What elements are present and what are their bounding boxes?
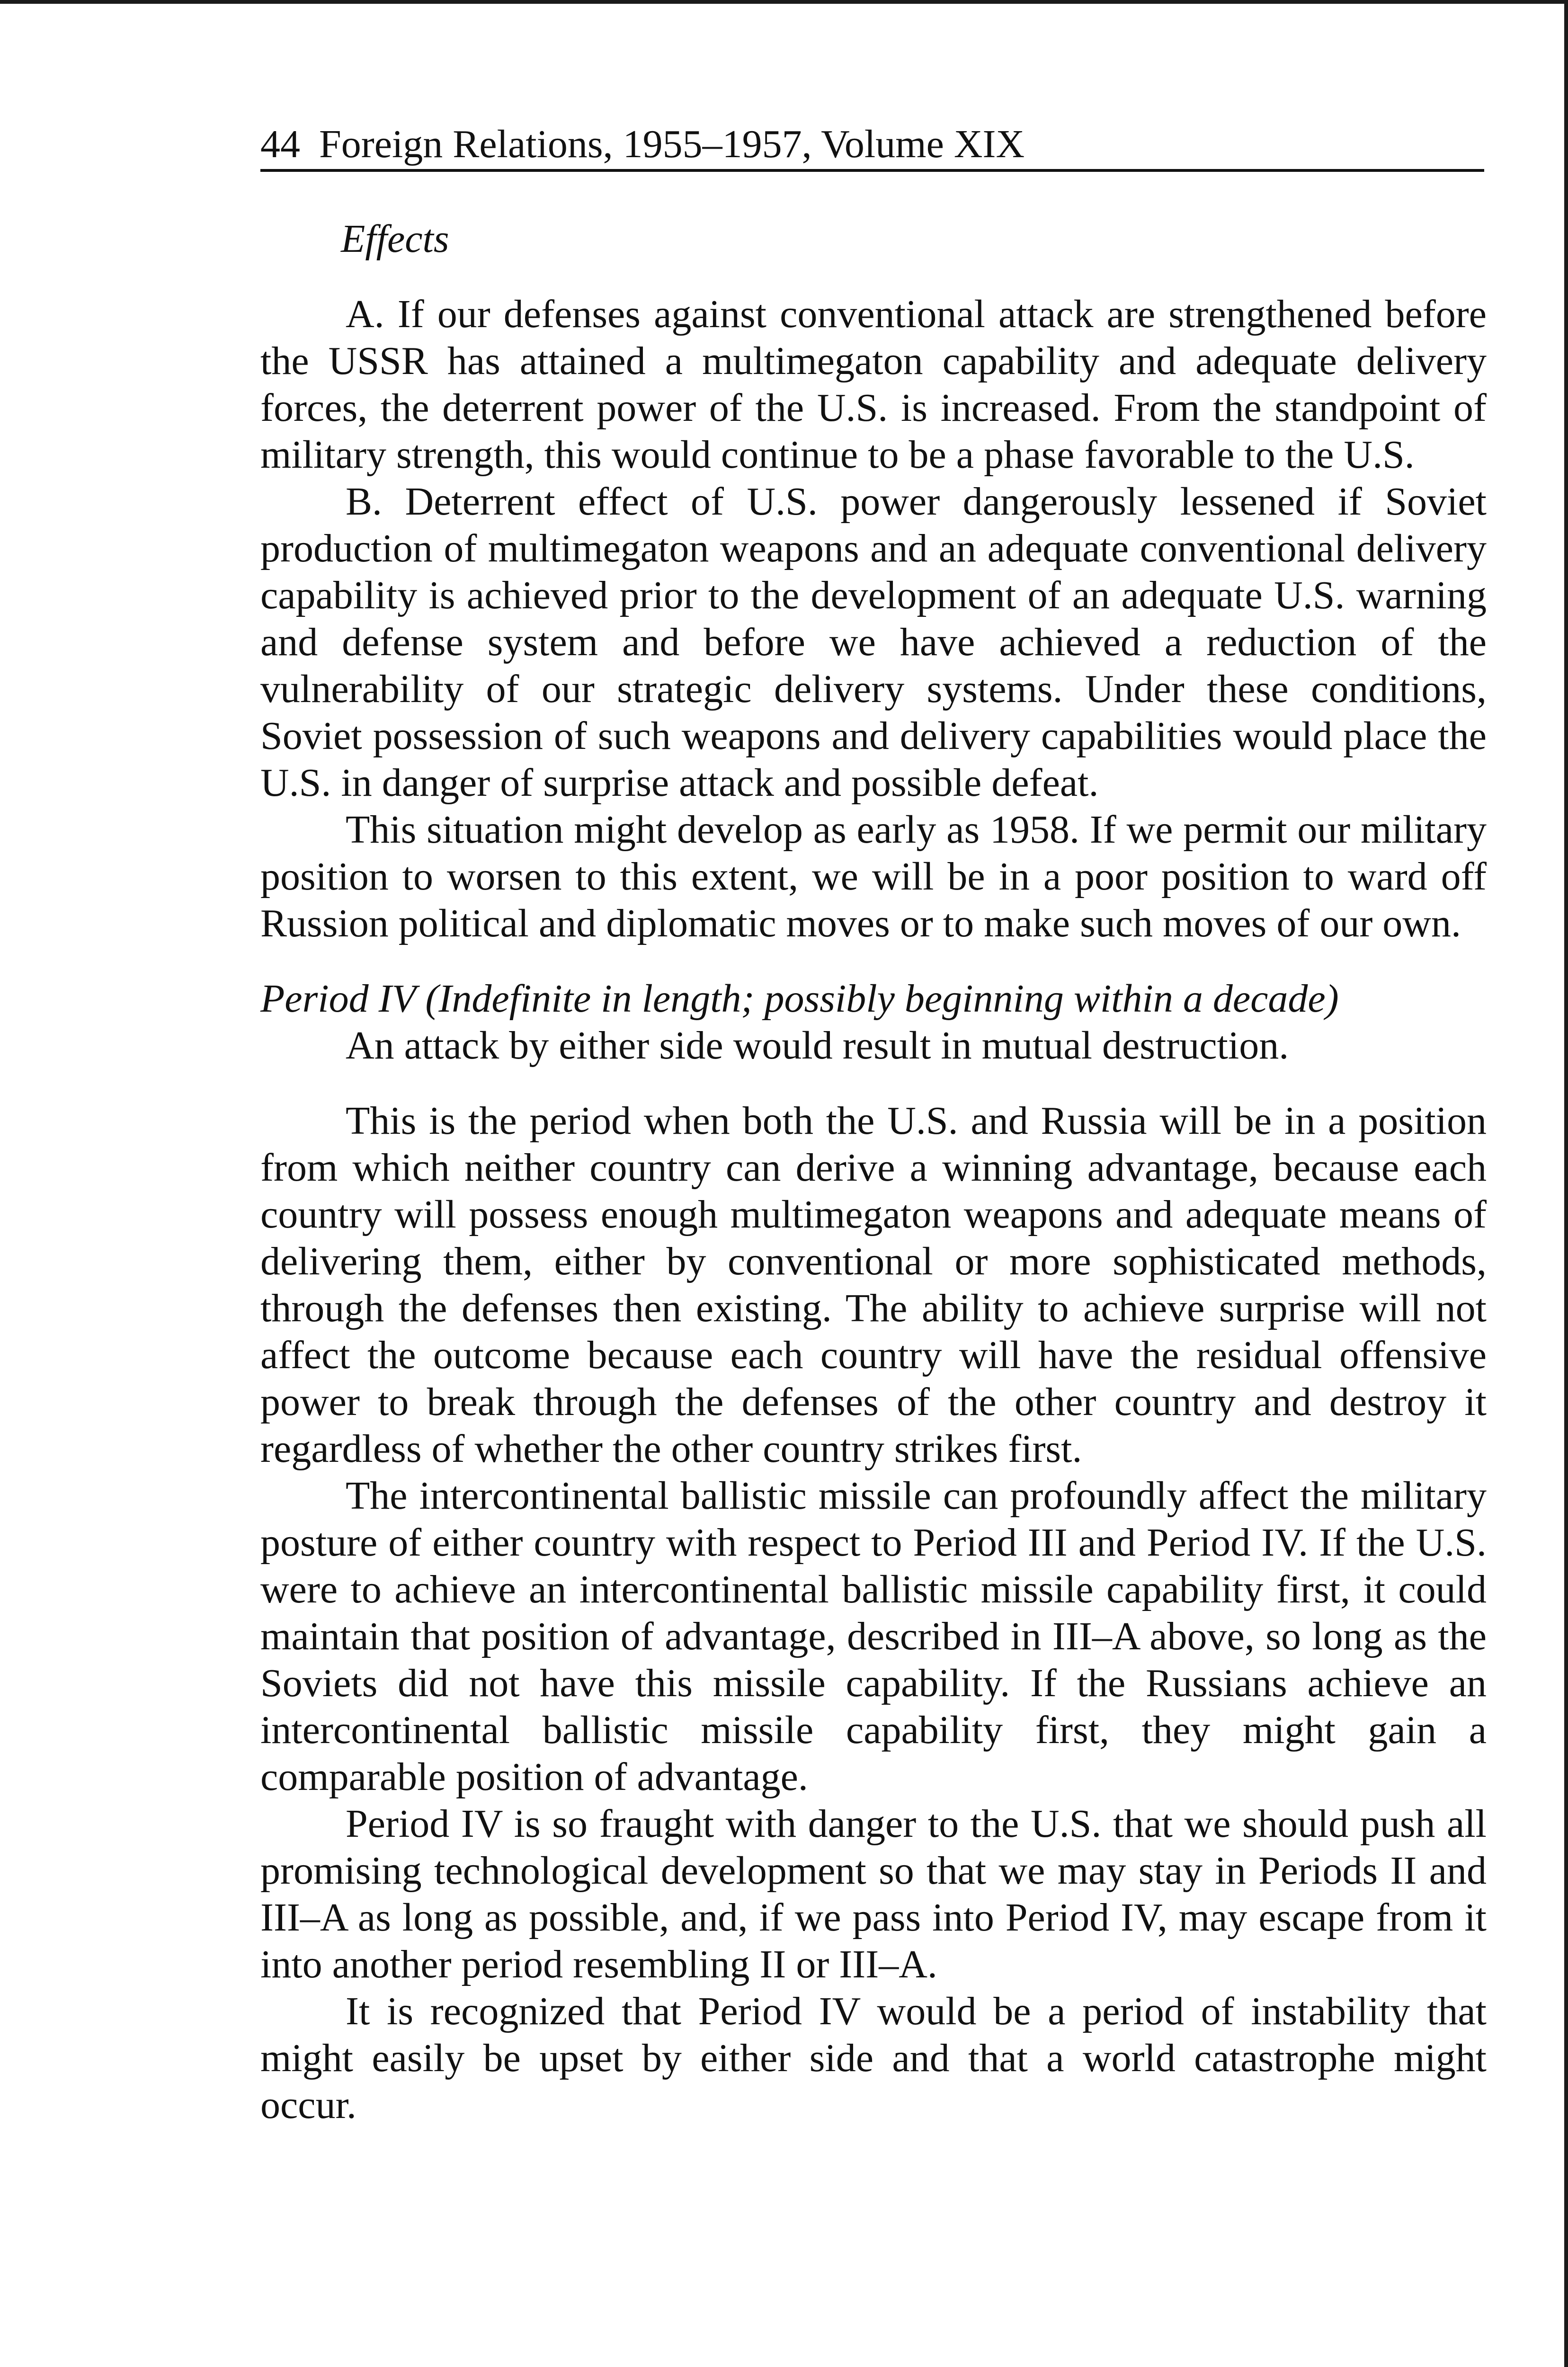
effects-heading: Effects <box>341 217 449 261</box>
period-iv-paragraph-2: The intercontinental ballistic missile can profoundly affect the military posture of either country with respect to Period III and Period IV. If the U.S. were to achieve an intercontinental ballistic missile capability first, it could maintain that position of advantage, described in III–A above, so long as the Soviets did not have this missile capability. If the Russians achieve an intercontinental ballistic missile capability first, they might gain a comparable position of advantage. <box>260 1474 1487 1799</box>
effects-paragraph-b: B. Deterrent effect of U.S. power dangerously lessened if Soviet production of multimegaton weapons and an adequate conventional delivery capability is achieved prior to the development of an adequate U.S. warning and defense system and before we have achieved a reduction of the vulnerability of our strategic delivery systems. Under these conditions, Soviet possession of such weapons and delivery capabilities would place the U.S. in danger of surprise attack and possible defeat. <box>260 480 1487 805</box>
period-iv-summary: An attack by either side would result in mutual destruction. <box>346 1023 1289 1068</box>
period-iv-paragraph-4: It is recognized that Period IV would be a period of instability that might easily be upset by either side and that a world catastrophe might occur. <box>260 1989 1487 2127</box>
scan-border-top <box>0 0 1568 4</box>
page-number: 44 <box>260 122 300 166</box>
scan-border-right <box>1564 0 1568 2367</box>
period-iv-paragraph-3: Period IV is so fraught with danger to the U.S. that we should push all promising technological development so that we may stay in Periods II and III–A as long as possible, and, if we pass into Period IV, may escape from it into another period resembling II or III–A. <box>260 1802 1487 1986</box>
period-iv-paragraph-1: This is the period when both the U.S. and Russia will be in a position from which neither country can derive a winning advantage, because each country will possess enough multimegaton weapons and adequate means of delivering them, either by conventional or more sophisticated methods, through the defenses then existing. The ability to achieve surprise will not affect the outcome because each country will have the residual offensive power to break through the defenses of the other country and destroy it regardless of whether the other country strikes first. <box>260 1099 1487 1471</box>
page-body <box>260 215 1487 2128</box>
header-rule <box>260 169 1484 172</box>
situation-1958-paragraph: This situation might develop as early as 1958. If we permit our military position to worsen to this extent, we will be in a poor position to ward off Russion political and diplomatic moves or to make such moves of our own. <box>260 808 1487 945</box>
period-iv-heading: Period IV (Indefinite in length; possibly beginning within a decade) <box>260 977 1339 1021</box>
running-header <box>260 121 1487 168</box>
running-header-title: Foreign Relations, 1955–1957, Volume XIX <box>319 122 1025 166</box>
effects-paragraph-a: A. If our defenses against conventional attack are strengthened before the USSR has attained a multimegaton capability and adequate delivery forces, the deterrent power of the U.S. is increased. From the standpoint of military strength, this would continue to be a phase favorable to the U.S. <box>260 292 1487 477</box>
